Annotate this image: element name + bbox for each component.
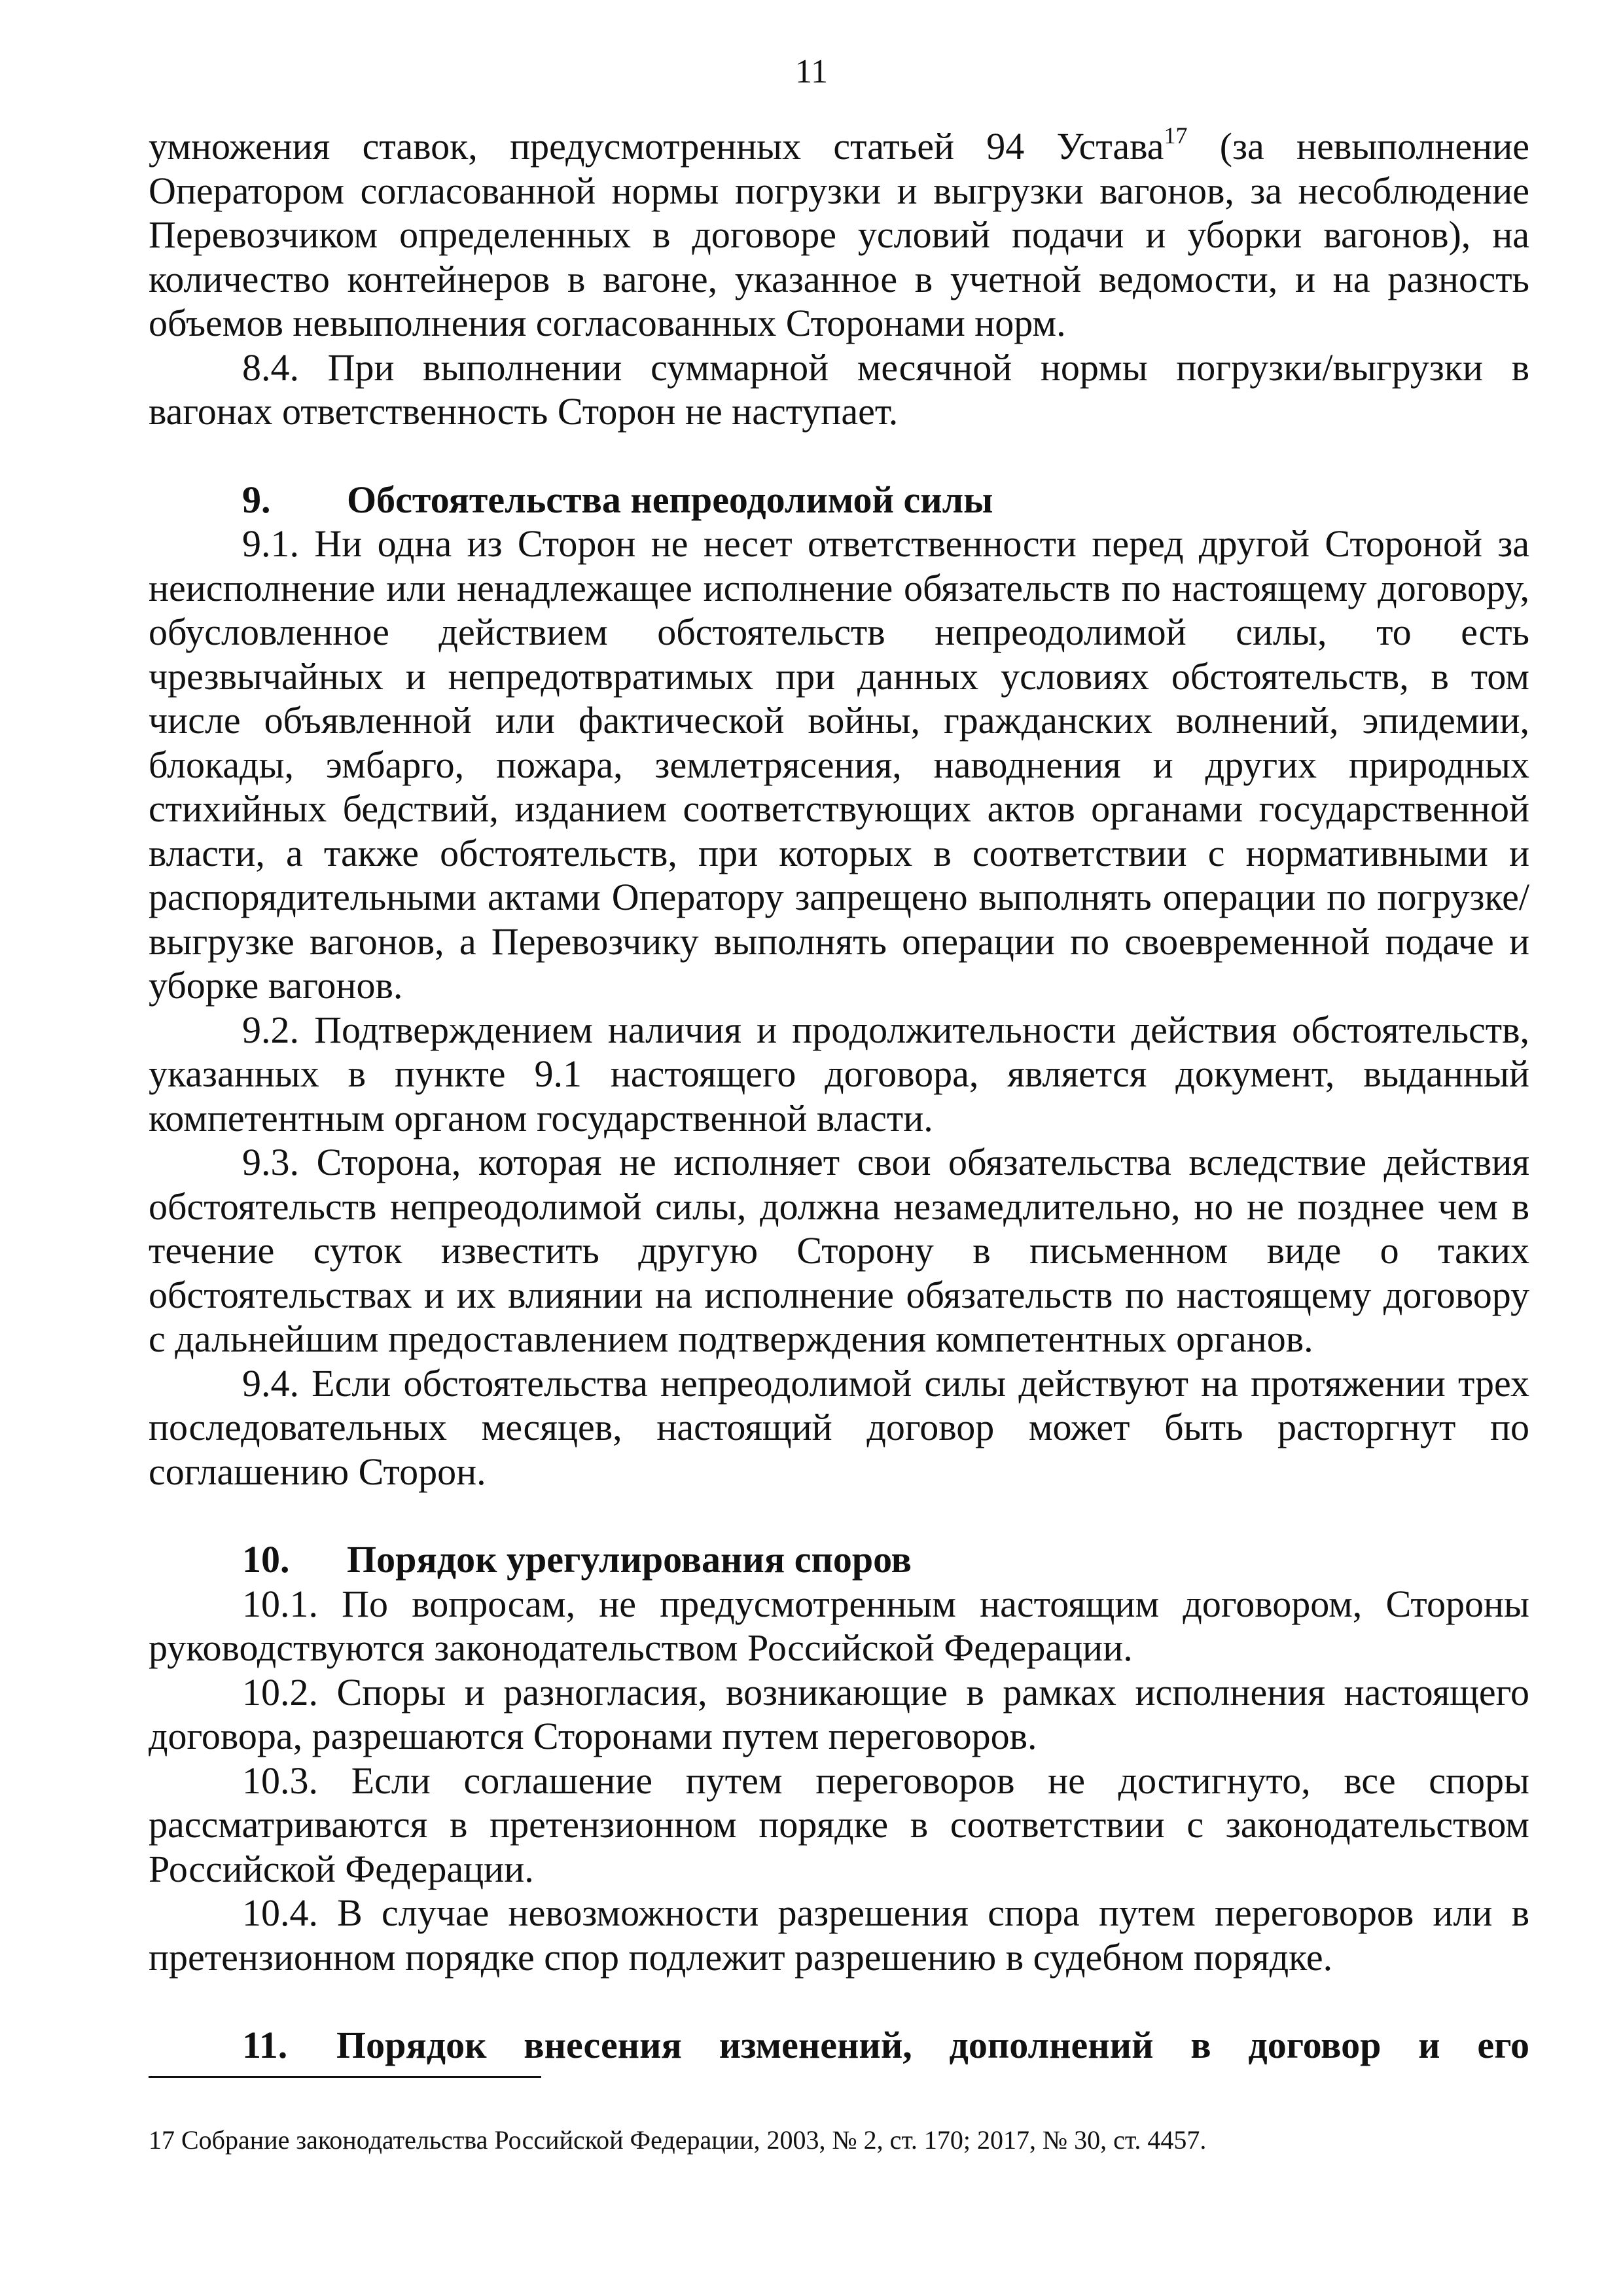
clause-10-1: 10.1. По вопросам, не предусмотренным настоящим договором, Стороны руководствуются законодательством Российской Федерации. [149, 1582, 1529, 1669]
clause-10-2: 10.2. Споры и разногласия, возникающие в рамках исполнения настоящего договора, разрешаются Сторонами путем переговоров. [149, 1670, 1529, 1757]
paragraph-text: умножения ставок, предусмотренных статьей 94 Устава [149, 125, 1164, 168]
title-word: в [1190, 2024, 1211, 2066]
title-word: договор [1248, 2024, 1382, 2066]
spacer [149, 1979, 1529, 2023]
section-11-heading [149, 2023, 1529, 2068]
footnote: 17 Собрание законодательства Российской Федерации, 2003, № 2, ст. 170; 2017, № 30, ст. 4457. [149, 2125, 1207, 2155]
title-word: Порядок [336, 2024, 487, 2066]
section-10-heading [149, 1537, 1529, 1582]
section-number: 9. [242, 478, 271, 521]
clause-9-3: 9.3. Сторона, которая не исполняет свои обязательства вследствие действия обстоятельств непреодолимой силы, должна незамедлительно, но не позднее чем в течение суток известить другую Сторону в письменном виде о таких обстоятельствах и их влиянии на исполнение обязательств по настоящему договору с дальнейшим предоставлением подтверждения компетентных органов. [149, 1141, 1529, 1360]
clause-8-4: 8.4. При выполнении суммарной месячной нормы погрузки/выгрузки в вагонах ответственность Сторон не наступает. [149, 346, 1529, 433]
page-number: 11 [794, 53, 829, 90]
document-body [149, 124, 1529, 2068]
title-word: изменений, [719, 2024, 912, 2066]
clause-9-4: 9.4. Если обстоятельства непреодолимой силы действуют на протяжении трех последовательных месяцев, настоящий договор может быть расторгнут по соглашению Сторон. [149, 1361, 1529, 1493]
footnote-reference: 17 [1164, 122, 1188, 149]
section-title: Обстоятельства непреодолимой силы [347, 478, 993, 521]
clause-9-2: 9.2. Подтверждением наличия и продолжительности действия обстоятельств, указанных в пункте 9.1 настоящего договора, является документ, выданный компетентным органом государственной власти. [149, 1008, 1529, 1139]
section-9-heading [149, 478, 1529, 522]
spacer [149, 1494, 1529, 1537]
section-title [336, 2023, 1529, 2068]
paragraph-continuation [149, 124, 1529, 346]
title-word: его [1477, 2024, 1529, 2066]
title-word: дополнений [949, 2024, 1154, 2066]
section-title: Порядок урегулирования споров [347, 1538, 912, 1581]
footnote-divider [149, 2076, 541, 2078]
title-word: внесения [524, 2024, 682, 2066]
section-number: 11. [242, 2024, 288, 2066]
clause-10-4: 10.4. В случае невозможности разрешения спора путем переговоров или в претензионном порядке спор подлежит разрешению в судебном порядке. [149, 1892, 1529, 1979]
clause-9-1: 9.1. Ни одна из Сторон не несет ответственности перед другой Стороной за неисполнение или ненадлежащее исполнение обязательств по настоящему договору, обусловленное действием обстоятельств непреодолимой силы, то есть чрезвычайных и непредотвратимых при данных условиях обстоятельств, в том числе объявленной или фактической войны, гражданских волнений, эпидемии, блокады, эмбарго, пожара, землетрясения, наводнения и других природных стихийных бедствий, изданием соответствующих актов органами государственной власти, а также обстоятельств, при которых в соответствии с нормативными и распорядительными актами Оператору запрещено выполнять операции по погрузке/выгрузке вагонов, а Перевозчику выполнять операции по своевременной подаче и уборке вагонов. [149, 522, 1529, 1007]
paragraph-text-rest: (за невыполнение Оператором согласованной нормы погрузки и выгрузки вагонов, за несоблюдение Перевозчиком определенных в договоре условий подачи и уборки вагонов), на количество контейнеров в вагоне, указанное в учетной ведомости, и на разность объемов невыполнения согласованных Сторонами норм. [149, 125, 1529, 344]
spacer [149, 434, 1529, 478]
section-number: 10. [242, 1538, 290, 1581]
clause-10-3: 10.3. Если соглашение путем переговоров не достигнуто, все споры рассматриваются в претензионном порядке в соответствии с законодательством Российской Федерации. [149, 1759, 1529, 1890]
title-word: и [1418, 2024, 1440, 2066]
